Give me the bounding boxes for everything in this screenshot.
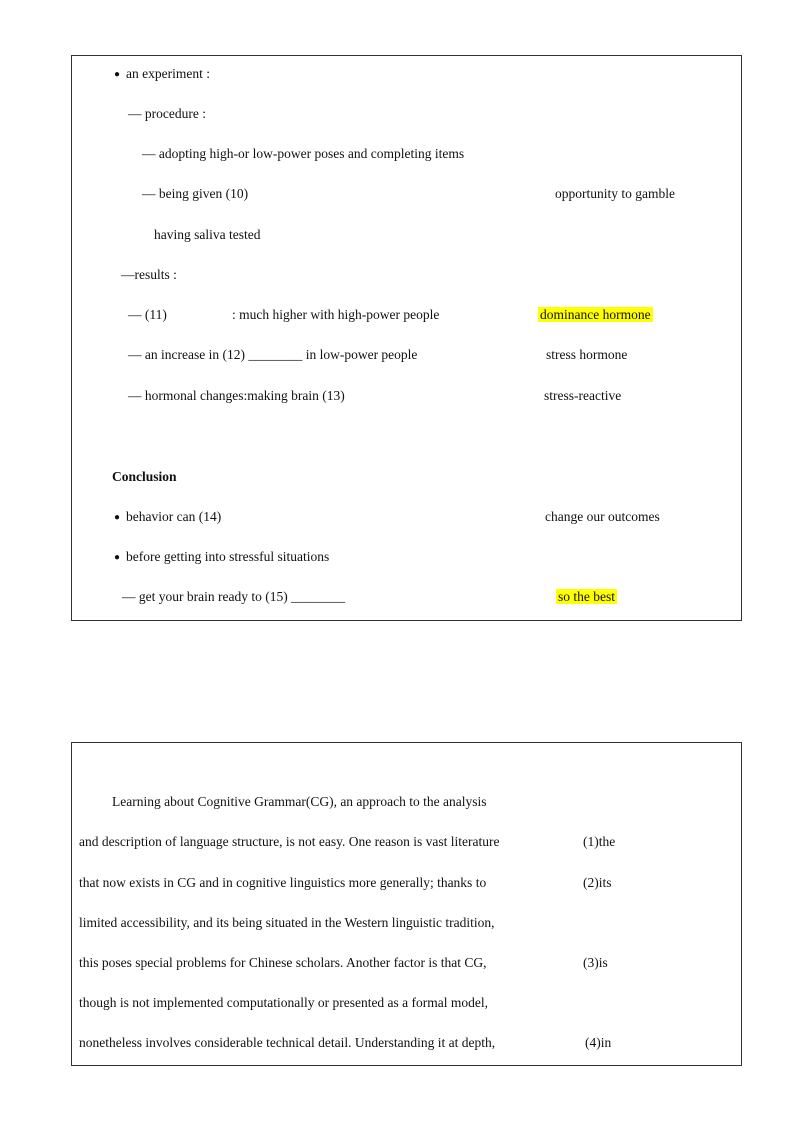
hint-13: stress-reactive [544, 388, 622, 403]
passage-line: this poses special problems for Chinese scholars. Another factor is that CG, [79, 955, 487, 970]
answer-3: (3)is [583, 955, 608, 970]
hint-14: change our outcomes [545, 509, 660, 524]
hint-15 [556, 588, 617, 606]
experiment-heading: ● an experiment : [114, 65, 210, 85]
passage-line: nonetheless involves considerable technical detail. Understanding it at depth, [79, 1035, 496, 1050]
results-label: —results : [121, 267, 177, 282]
blank-10: — being given (10) [142, 186, 249, 201]
answer-4: (4)in [585, 1035, 612, 1050]
result-11-text: : much higher with high-power people [232, 307, 440, 322]
conclusion-heading: Conclusion [112, 469, 177, 484]
notes-outline-box [71, 55, 742, 621]
blank-14: ● behavior can (14) [114, 508, 221, 528]
adopting-item: — adopting high-or low-power poses and completing items [142, 146, 465, 161]
blank-13: — hormonal changes:making brain (13) [128, 388, 345, 403]
passage-line: and description of language structure, is not easy. One reason is vast literature [79, 834, 500, 849]
blank-12: — an increase in (12) ________ in low-power people [128, 347, 418, 362]
hint-10: opportunity to gamble [555, 186, 675, 201]
answer-2: (2)its [583, 875, 612, 890]
passage-line: that now exists in CG and in cognitive linguistics more generally; thanks to [79, 875, 487, 890]
passage-line: Learning about Cognitive Grammar(CG), an approach to the analysis [112, 794, 487, 809]
hint-11-highlight: dominance hormone [540, 307, 651, 322]
passage-line: though is not implemented computationally or presented as a formal model, [79, 995, 489, 1010]
procedure-label: — procedure : [128, 106, 206, 121]
hint-12: stress hormone [546, 347, 628, 362]
answer-1: (1)the [583, 834, 616, 849]
blank-15: — get your brain ready to (15) ________ [122, 589, 346, 604]
hint-15-highlight: so the best [558, 589, 615, 604]
stressful-item: ● before getting into stressful situations [114, 548, 329, 568]
passage-line: limited accessibility, and its being situated in the Western linguistic tradition, [79, 915, 495, 930]
hint-11 [538, 306, 653, 324]
blank-11: — (11) [128, 307, 167, 322]
saliva-item: having saliva tested [154, 227, 261, 242]
passage-box [71, 742, 742, 1066]
